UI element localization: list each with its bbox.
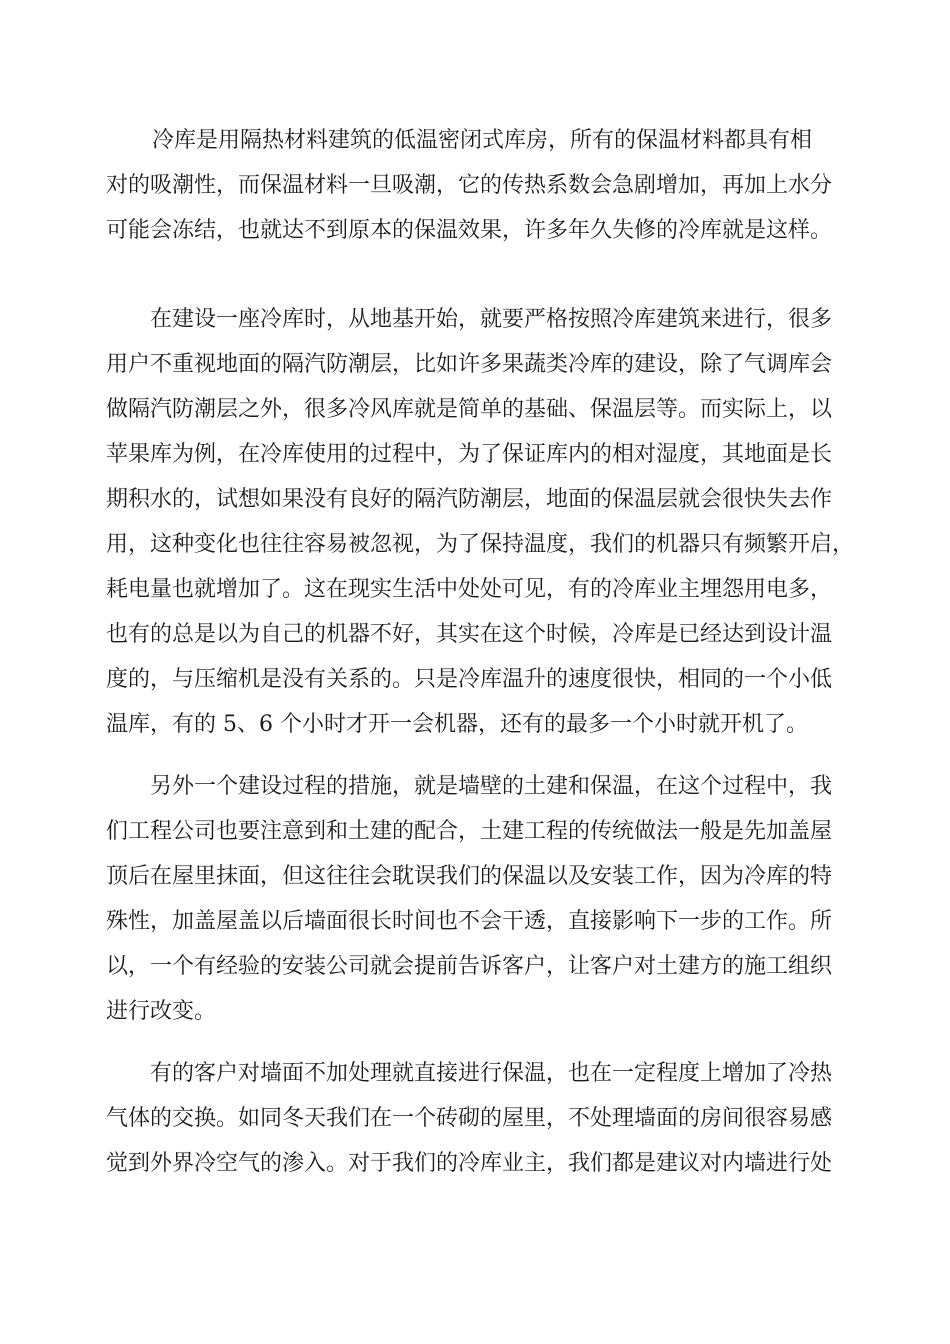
text-line-7: 苹果库为例，在冷库使用的过程中，为了保证库内的相对湿度，其地面是长	[106, 442, 833, 467]
text-line-9: 用，这种变化也往往容易被忽视，为了保持温度，我们的机器只有频繁开启，	[106, 532, 855, 557]
text-line-8: 期积水的，试想如果没有良好的隔汽防潮层，地面的保温层就会很快失去作	[106, 487, 833, 512]
text-line-19: 进行改变。	[106, 999, 217, 1024]
text-line-14: 另外一个建设过程的措施，就是墙壁的土建和保温，在这个过程中，我	[150, 774, 833, 799]
text-line-12: 度的，与压缩机是没有关系的。只是冷库温升的速度很快，相同的一个小低	[106, 667, 833, 692]
text-line-21: 气体的交换。如同冬天我们在一个砖砌的屋里，不处理墙面的房间很容易感	[106, 1106, 833, 1131]
text-line-18: 以，一个有经验的安装公司就会提前告诉客户，让客户对土建方的施工组织	[106, 954, 833, 979]
text-line-22: 觉到外界冷空气的渗入。对于我们的冷库业主，我们都是建议对内墙进行处	[106, 1151, 833, 1176]
text-line-3: 可能会冻结，也就达不到原本的保温效果，许多年久失修的冷库就是这样。	[106, 218, 833, 243]
text-line-16: 顶后在屋里抹面，但这往往会耽误我们的保温以及安装工作，因为冷库的特	[106, 864, 833, 889]
text-line-17: 殊性，加盖屋盖以后墙面很长时间也不会干透，直接影响下一步的工作。所	[106, 909, 833, 934]
text-line-20: 有的客户对墙面不加处理就直接进行保温，也在一定程度上增加了冷热	[150, 1061, 833, 1086]
text-line-13: 温库，有的 5、6 个小时才开一会机器，还有的最多一个小时就开机了。	[106, 712, 808, 737]
text-line-6: 做隔汽防潮层之外，很多冷风库就是简单的基础、保温层等。而实际上，以	[106, 397, 833, 422]
text-line-4: 在建设一座冷库时，从地基开始，就要严格按照冷库建筑来进行，很多	[150, 307, 833, 332]
text-line-11: 也有的总是以为自己的机器不好，其实在这个时候，冷库是已经达到设计温	[106, 622, 833, 647]
text-line-5: 用户不重视地面的隔汽防潮层，比如许多果蔬类冷库的建设，除了气调库会	[106, 352, 833, 377]
text-line-15: 们工程公司也要注意到和土建的配合，土建工程的传统做法一般是先加盖屋	[106, 819, 833, 844]
text-line-10: 耗电量也就增加了。这在现实生活中处处可见，有的冷库业主埋怨用电多，	[106, 577, 833, 602]
text-line-2: 对的吸潮性，而保温材料一旦吸潮，它的传热系数会急剧增加，再加上水分	[106, 173, 833, 198]
text-line-1: 冷库是用隔热材料建筑的低温密闭式库房，所有的保温材料都具有相	[152, 128, 813, 153]
